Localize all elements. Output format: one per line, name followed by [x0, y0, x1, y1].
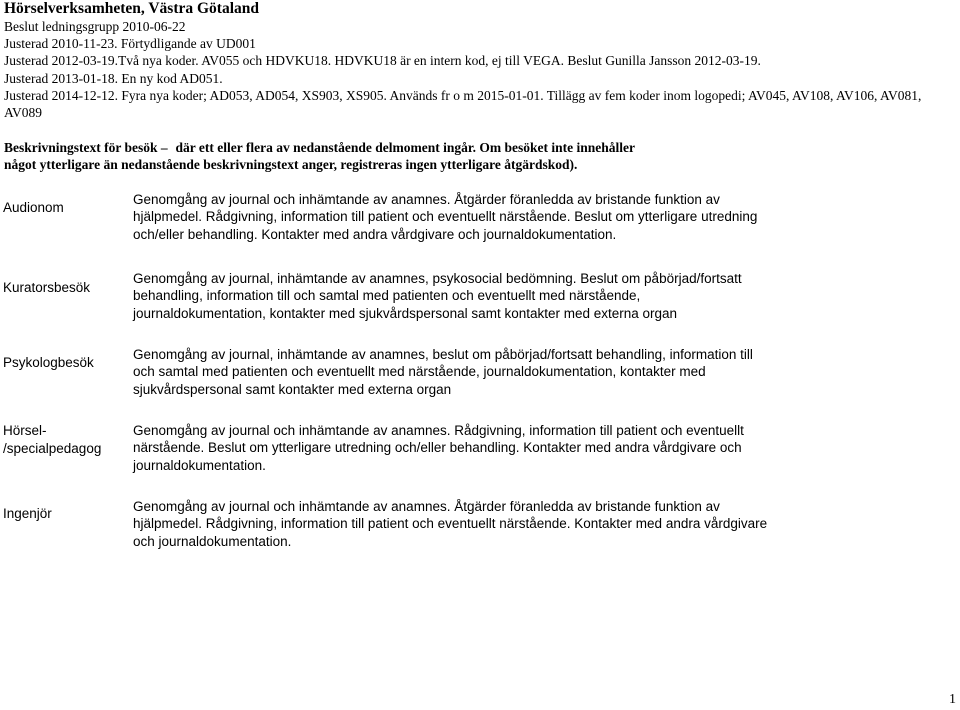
visit-type: [3, 279, 128, 297]
history-line: AV089: [4, 105, 43, 121]
document-page: [4, 0, 954, 173]
intro-part-1: Beskrivningstext för besök: [4, 140, 158, 156]
description-line: hjälpmedel. Rådgivning, information till patient och eventuellt närstående. Beslut om ytterligare utredning: [133, 209, 758, 225]
description-line: behandling, information till och samtal med patienten och eventuellt med närstående,: [133, 288, 641, 304]
description-line: närstående. Beslut om ytterligare utredning och/eller behandling. Kontakter med andra vårdgivare och: [133, 440, 742, 456]
history-line: Justerad 2013-01-18. En ny kod AD051.: [4, 70, 223, 86]
visit-description: [133, 346, 773, 398]
visit-description: [133, 422, 773, 474]
visit-type-label: Audionom: [3, 200, 64, 215]
description-line: journaldokumentation, kontakter med sjukvårdspersonal samt kontakter med externa organ: [133, 305, 678, 321]
description-line: Genomgång av journal och inhämtande av anamnes. Åtgärder föranledda av bristande funktion av: [133, 499, 720, 514]
history-line: Justerad 2010-11-23. Förtydligande av UD001: [4, 36, 256, 52]
description-line: och journaldokumentation.: [133, 533, 292, 549]
description-intro: [4, 139, 704, 173]
description-line: hjälpmedel. Rådgivning, information till patient och eventuellt närstående. Kontakter med andra vårdgivare: [133, 516, 768, 532]
visit-type-label: Kuratorsbesök: [3, 280, 91, 295]
description-line: och/eller behandling. Kontakter med andra vårdgivare och journaldokumentation.: [133, 226, 617, 242]
visit-description: [133, 191, 773, 243]
intro-line-2: något ytterligare än nedanstående beskrivningstext anger, registreras ingen ytterligare åtgärdskod).: [4, 157, 578, 173]
page-number: 1: [949, 692, 956, 707]
history-line: Justerad 2014-12-12. Fyra nya koder; AD053, AD054, XS903, XS905. Används fr o m 2015-01-01. Tillägg av fem koder inom logopedi; AV045, AV108, AV106, AV081,: [4, 87, 922, 103]
visit-type: [3, 505, 128, 523]
intro-part-3: Om besöket inte innehåller: [479, 140, 635, 156]
document-title: Hörselverksamheten, Västra Götaland: [4, 0, 260, 17]
visit-description: [133, 270, 773, 322]
visit-description: [133, 498, 773, 550]
description-line: och samtal med patienten och eventuellt med närstående, journaldokumentation, kontakter med: [133, 364, 706, 380]
visit-type-label: Psykologbesök: [3, 355, 94, 370]
visit-type: [3, 199, 128, 217]
visit-type-label: Ingenjör: [3, 506, 52, 521]
visit-type: [3, 422, 128, 458]
visit-type-label: /specialpedagog: [3, 441, 102, 456]
visit-type-label: Hörsel-: [3, 423, 47, 438]
description-line: Genomgång av journal, inhämtande av anamnes, psykosocial bedömning. Beslut om påbörjad/fortsatt: [133, 271, 742, 286]
intro-part-2: där ett eller flera av nedanstående delmoment ingår.: [175, 140, 476, 156]
intro-dash: –: [157, 140, 172, 156]
description-line: Genomgång av journal och inhämtande av anamnes. Åtgärder föranledda av bristande funktion av: [133, 192, 720, 207]
description-line: Genomgång av journal och inhämtande av anamnes. Rådgivning, information till patient och eventuellt: [133, 423, 744, 438]
description-line: journaldokumentation.: [133, 457, 266, 473]
description-line: Genomgång av journal, inhämtande av anamnes, beslut om påbörjad/fortsatt behandling, information till: [133, 347, 753, 362]
history-line: Justerad 2012-03-19.Två nya koder. AV055 och HDVKU18. HDVKU18 är en intern kod, ej till VEGA. Beslut Gunilla Jansson 2012-03-19.: [4, 53, 761, 69]
history-line: Beslut ledningsgrupp 2010-06-22: [4, 19, 186, 34]
visit-type: [3, 354, 128, 372]
description-line: sjukvårdspersonal samt kontakter med externa organ: [133, 381, 452, 397]
revision-history: [4, 18, 954, 121]
intro-line-1: [4, 139, 704, 156]
